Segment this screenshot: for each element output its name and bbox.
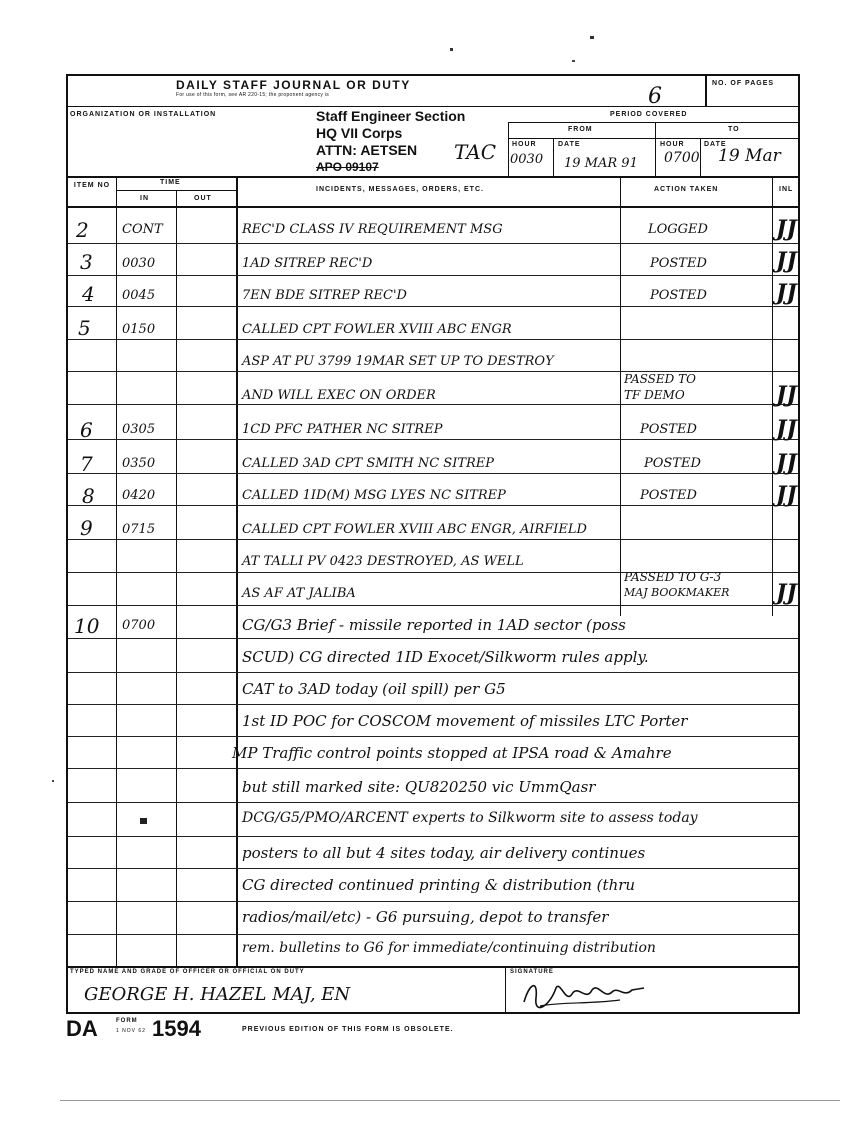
entry-time-in: 0715 [122,522,156,537]
entry-action: MAJ BOOKMAKER [624,586,730,599]
column-out: OUT [194,195,212,202]
form-date: 1 NOV 62 [116,1028,146,1034]
form-label: FORM [116,1018,138,1024]
entry-action: POSTED [640,422,697,437]
entry-text: posters to all but 4 sites today, air delivery continues [242,844,646,862]
to-hour-label: HOUR [660,141,685,148]
from-hour-value: 0030 [510,152,544,167]
organization-line-4: APO 09107 [316,160,379,174]
entry-action: PASSED TO G-3 [624,570,722,584]
entry-initials: JJ [776,216,797,242]
entry-text: CALLED CPT FOWLER XVIII ABC ENGR [242,322,512,337]
entry-action: POSTED [650,256,707,271]
organization-block [316,108,465,176]
entry-text: 1AD SITREP REC'D [242,256,373,271]
tac-annotation: TAC [454,140,496,164]
to-hour-value: 0700 [664,150,700,166]
obsolete-note: PREVIOUS EDITION OF THIS FORM IS OBSOLETE. [242,1026,454,1033]
entry-initials: JJ [776,482,797,508]
to-date-label: DATE [704,141,727,148]
page-number: 6 [648,84,662,109]
entry-item: 4 [82,282,95,306]
entry-time-in: 0305 [122,422,156,437]
organization-label: ORGANIZATION OR INSTALLATION [70,111,217,118]
entry-text: CALLED 1ID(M) MSG LYES NC SITREP [242,488,506,503]
entry-item: 8 [82,484,95,508]
period-covered-label: PERIOD COVERED [610,111,688,118]
entry-initials: JJ [776,580,797,606]
entry-time-in: 0150 [122,322,156,337]
entry-text: rem. bulletins to G6 for immediate/continuing distribution [242,940,656,956]
form-prefix: DA [66,1016,98,1041]
entry-item: 9 [80,516,93,540]
column-in: IN [140,195,149,202]
entry-text: ASP AT PU 3799 19MAR SET UP TO DESTROY [242,354,554,369]
entry-text: CG/G3 Brief - missile reported in 1AD sector (poss [242,616,626,634]
entry-initials: JJ [776,450,797,476]
entry-time-in: 0700 [122,618,156,633]
from-date-label: DATE [558,141,581,148]
entry-text: but still marked site: QU820250 vic UmmQasr [242,778,596,796]
entry-action: POSTED [640,488,697,503]
entry-text: radios/mail/etc) - G6 pursuing, depot to transfer [242,908,609,926]
entry-text: CALLED 3AD CPT SMITH NC SITREP [242,456,495,471]
entry-time-in: 0350 [122,456,156,471]
entry-item: 3 [80,250,93,274]
entry-time-in: CONT [122,222,163,237]
entry-time-in: 0420 [122,488,156,503]
entry-item: 6 [80,418,93,442]
entry-text: 1st ID POC for COSCOM movement of missiles LTC Porter [242,712,688,730]
organization-line-3: ATTN: AETSEN [316,142,418,158]
column-item-no: ITEM NO [73,182,111,189]
signature-scribble [520,976,650,1010]
entry-text: AND WILL EXEC ON ORDER [242,388,436,403]
column-incidents: INCIDENTS, MESSAGES, ORDERS, ETC. [316,186,484,193]
entry-time-in: 0030 [122,256,156,271]
entry-action: POSTED [644,456,701,471]
entry-initials: JJ [776,280,797,306]
entry-text: REC'D CLASS IV REQUIREMENT MSG [242,222,503,237]
to-label: TO [728,126,740,133]
entry-text: 1CD PFC PATHER NC SITREP [242,422,443,437]
entry-action: PASSED TO [624,372,696,386]
column-initials: INL [779,186,794,193]
no-of-pages-label: NO. OF PAGES [712,80,775,87]
organization-line-1: Staff Engineer Section [316,108,466,124]
entry-item: 2 [76,218,89,242]
entry-text: AT TALLI PV 0423 DESTROYED, AS WELL [242,554,524,569]
from-hour-label: HOUR [512,141,537,148]
signature [520,976,650,1015]
entry-item: 10 [74,614,100,638]
to-date-value: 19 Mar [718,146,781,166]
entry-time-in: 0045 [122,288,156,303]
entry-text: CG directed continued printing & distribution (thru [242,876,636,894]
entry-item: 5 [78,316,91,340]
column-action-taken: ACTION TAKEN [654,186,719,193]
entry-text: CAT to 3AD today (oil spill) per G5 [242,680,506,698]
entry-text: SCUD) CG directed 1ID Exocet/Silkworm rules apply. [242,648,649,666]
from-label: FROM [568,126,593,133]
entry-text: 7EN BDE SITREP REC'D [242,288,407,303]
entry-text: AS AF AT JALIBA [242,586,356,601]
column-time: TIME [160,179,181,186]
entry-action: TF DEMO [624,388,685,402]
officer-name: GEORGE H. HAZEL MAJ, EN [84,984,351,1005]
entry-text: DCG/G5/PMO/ARCENT experts to Silkworm site to assess today [242,810,698,826]
entry-action: LOGGED [648,222,708,237]
entry-action: POSTED [650,288,707,303]
entry-initials: JJ [776,248,797,274]
entry-initials: JJ [776,382,797,408]
entry-text: CALLED CPT FOWLER XVIII ABC ENGR, AIRFIELD [242,522,587,537]
entry-initials: JJ [776,416,797,442]
officer-label: TYPED NAME AND GRADE OF OFFICER OR OFFICIAL ON DUTY [70,969,305,975]
form-title: DAILY STAFF JOURNAL OR DUTY [176,78,411,92]
entry-item: 7 [80,452,93,476]
form-number: 1594 [152,1016,201,1041]
signature-label: SIGNATURE [510,969,554,975]
form-subtitle: For use of this form, see AR 220-15; the proponent agency is [176,92,330,98]
entry-text: MP Traffic control points stopped at IPSA road & Amahre [232,744,672,762]
from-date-value: 19 MAR 91 [564,156,638,171]
organization-line-2: HQ VII Corps [316,125,403,141]
